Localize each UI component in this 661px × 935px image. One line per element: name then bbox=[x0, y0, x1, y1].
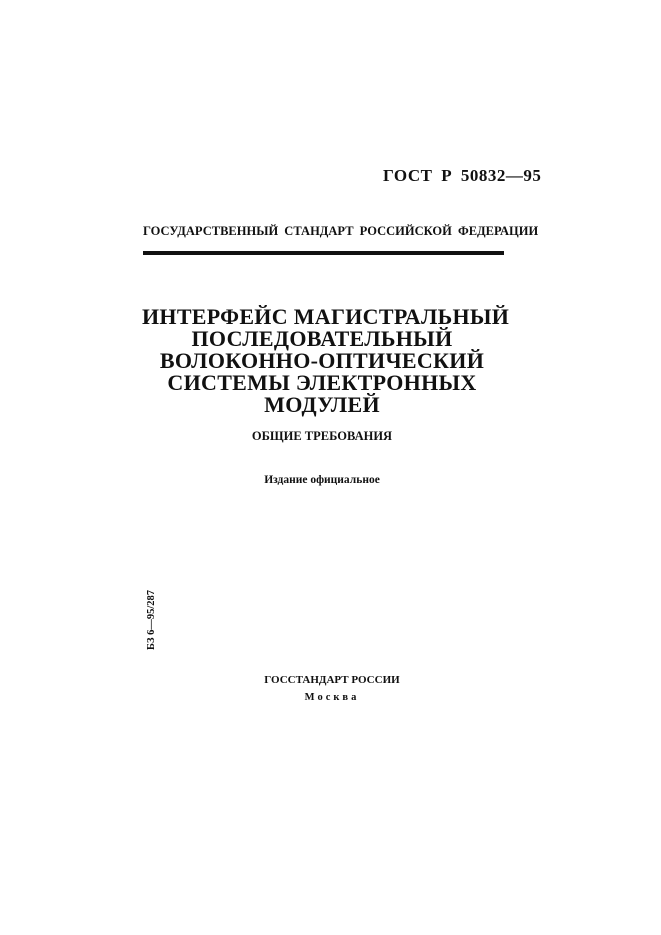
title-line: ПОСЛЕДОВАТЕЛЬНЫЙ bbox=[191, 326, 453, 351]
title-line: СИСТЕМЫ ЭЛЕКТРОННЫХ bbox=[167, 370, 477, 395]
document-title bbox=[142, 304, 510, 417]
header-state-standard: ГОСУДАРСТВЕННЫЙ СТАНДАРТ РОССИЙСКОЙ ФЕДЕРАЦИИ bbox=[143, 224, 539, 238]
standard-designation: ГОСТ Р 50832—95 bbox=[383, 166, 542, 185]
title-line: ИНТЕРФЕЙС МАГИСТРАЛЬНЫЙ bbox=[142, 304, 510, 329]
edition-note: Издание официальное bbox=[264, 474, 380, 486]
document-subtitle: ОБЩИЕ ТРЕБОВАНИЯ bbox=[251, 429, 393, 443]
publisher: ГОССТАНДАРТ РОССИИ bbox=[264, 674, 400, 686]
publication-city: Москва bbox=[304, 692, 360, 703]
title-line: МОДУЛЕЙ bbox=[264, 392, 380, 417]
side-code: БЗ 6—95/287 bbox=[146, 589, 157, 650]
title-line: ВОЛОКОННО-ОПТИЧЕСКИЙ bbox=[159, 348, 485, 373]
header-divider bbox=[143, 251, 504, 255]
